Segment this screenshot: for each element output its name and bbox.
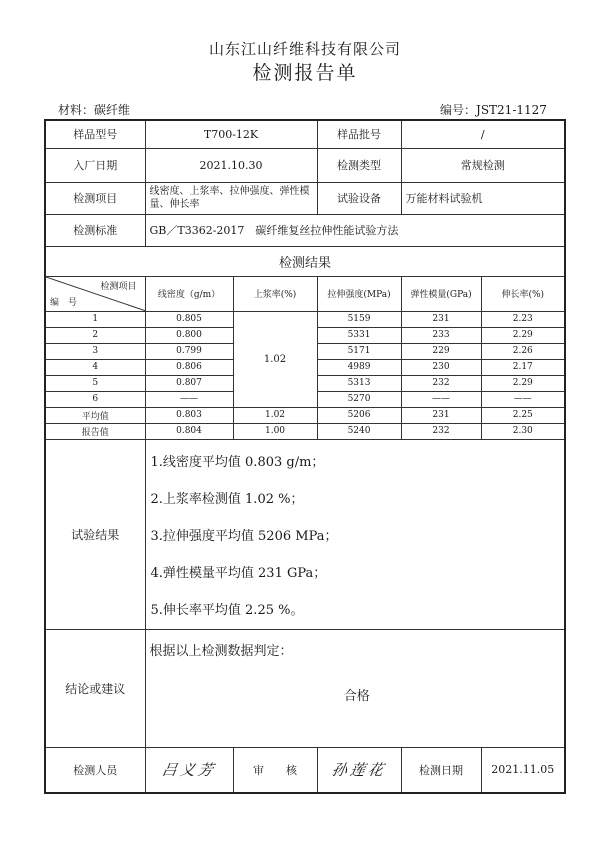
inspector-signature: 吕义芳 <box>141 747 237 793</box>
info-row <box>45 182 565 214</box>
material-field <box>58 101 130 118</box>
density-cell: —— <box>145 391 233 407</box>
elong-cell: 2.23 <box>481 311 565 327</box>
density-cell: 0.807 <box>145 375 233 391</box>
result-line: 1.线密度平均值 0.803 g/m； <box>150 454 325 470</box>
row-no: 6 <box>45 391 145 407</box>
document-title: 检测报告单 <box>252 62 358 84</box>
row-no: 2 <box>45 327 145 343</box>
inspector-label: 检测人员 <box>45 747 145 793</box>
material-value: 碳纤维 <box>94 103 131 117</box>
row-no: 5 <box>45 375 145 391</box>
info-row <box>45 214 565 246</box>
diagonal-header <box>46 277 145 311</box>
row-no: 4 <box>45 359 145 375</box>
table-row <box>45 311 565 327</box>
modulus-cell: 231 <box>401 407 481 423</box>
col-header: 弹性模量(GPa) <box>401 276 481 311</box>
result-line: 5.伸长率平均值 2.25 %。 <box>150 602 304 618</box>
items-label: 检测项目 <box>45 182 145 214</box>
review-label: 审 核 <box>233 747 317 793</box>
company-name: 山东江山纤维科技有限公司 <box>208 40 401 58</box>
results-header-row <box>45 276 565 311</box>
strength-cell: 4989 <box>317 359 401 375</box>
elong-cell: 2.30 <box>481 423 565 439</box>
modulus-cell: —— <box>401 391 481 407</box>
batch-label: 样品批号 <box>317 120 401 148</box>
elong-cell: 2.29 <box>481 327 565 343</box>
modulus-cell: 229 <box>401 343 481 359</box>
modulus-cell: 233 <box>401 327 481 343</box>
test-date-label: 检测日期 <box>401 747 481 793</box>
strength-cell: 5313 <box>317 375 401 391</box>
strength-cell: 5331 <box>317 327 401 343</box>
strength-cell: 5240 <box>317 423 401 439</box>
strength-cell: 5206 <box>317 407 401 423</box>
sizing-cell: 1.00 <box>233 423 317 439</box>
sample-model-label: 样品型号 <box>45 120 145 148</box>
elong-cell: 2.26 <box>481 343 565 359</box>
sizing-merged-cell: 1.02 <box>233 311 317 407</box>
test-results-row <box>45 439 565 629</box>
test-date-value: 2021.11.05 <box>481 747 565 793</box>
info-row <box>45 120 565 148</box>
col-header: 线密度（g/m） <box>145 276 233 311</box>
modulus-cell: 232 <box>401 423 481 439</box>
result-line: 4.弹性模量平均值 231 GPa； <box>150 565 327 581</box>
entry-date-label: 入厂日期 <box>45 148 145 182</box>
reviewer-signature: 孙莲花 <box>313 747 405 793</box>
material-label: 材料： <box>58 103 95 117</box>
col-header: 伸长率(%) <box>481 276 565 311</box>
density-cell: 0.803 <box>145 407 233 423</box>
sample-model-value: T700-12K <box>145 120 317 148</box>
modulus-cell: 232 <box>401 375 481 391</box>
serial-field <box>440 101 547 118</box>
density-cell: 0.806 <box>145 359 233 375</box>
serial-value: JST21-1127 <box>476 103 547 117</box>
results-section-title: 检测结果 <box>45 246 565 276</box>
test-results-label: 试验结果 <box>45 439 145 629</box>
standard-value: GB／T3362-2017 碳纤维复丝拉伸性能试验方法 <box>145 214 565 246</box>
info-row <box>45 148 565 182</box>
average-label: 平均值 <box>45 407 145 423</box>
strength-cell: 5270 <box>317 391 401 407</box>
result-line: 3.拉伸强度平均值 5206 MPa； <box>150 528 338 544</box>
items-value: 线密度、上浆率、拉伸强度、弹性模量、伸长率 <box>145 182 317 214</box>
modulus-cell: 231 <box>401 311 481 327</box>
test-type-label: 检测类型 <box>317 148 401 182</box>
diag-top-label: 检测项目 <box>100 281 137 292</box>
density-cell: 0.805 <box>145 311 233 327</box>
conclusion-text: 根据以上检测数据判定： <box>149 643 293 659</box>
conclusion-content <box>145 629 565 747</box>
test-type-value: 常规检测 <box>401 148 565 182</box>
elong-cell: —— <box>481 391 565 407</box>
test-results-content <box>145 439 565 629</box>
elong-cell: 2.17 <box>481 359 565 375</box>
density-cell: 0.804 <box>145 423 233 439</box>
average-row <box>45 407 565 423</box>
equipment-value: 万能材料试验机 <box>401 182 565 214</box>
density-cell: 0.800 <box>145 327 233 343</box>
report-value-row <box>45 423 565 439</box>
batch-value: / <box>401 120 565 148</box>
results-section-row <box>45 246 565 276</box>
elong-cell: 2.29 <box>481 375 565 391</box>
conclusion-verdict: 合格 <box>343 688 370 704</box>
result-line: 2.上浆率检测值 1.02 %； <box>150 491 304 507</box>
modulus-cell: 230 <box>401 359 481 375</box>
signature-row <box>45 747 565 793</box>
diag-bottom-label: 编 号 <box>50 297 78 308</box>
col-header: 上浆率(%) <box>233 276 317 311</box>
conclusion-label: 结论或建议 <box>45 629 145 747</box>
report-label: 报告值 <box>45 423 145 439</box>
entry-date-value: 2021.10.30 <box>145 148 317 182</box>
standard-label: 检测标准 <box>45 214 145 246</box>
equipment-label: 试验设备 <box>317 182 401 214</box>
density-cell: 0.799 <box>145 343 233 359</box>
row-no: 1 <box>45 311 145 327</box>
conclusion-row <box>45 629 565 747</box>
sizing-cell: 1.02 <box>233 407 317 423</box>
serial-label: 编号： <box>440 103 477 117</box>
strength-cell: 5159 <box>317 311 401 327</box>
strength-cell: 5171 <box>317 343 401 359</box>
report-table <box>44 119 566 794</box>
col-header: 拉伸强度(MPa) <box>317 276 401 311</box>
elong-cell: 2.25 <box>481 407 565 423</box>
row-no: 3 <box>45 343 145 359</box>
